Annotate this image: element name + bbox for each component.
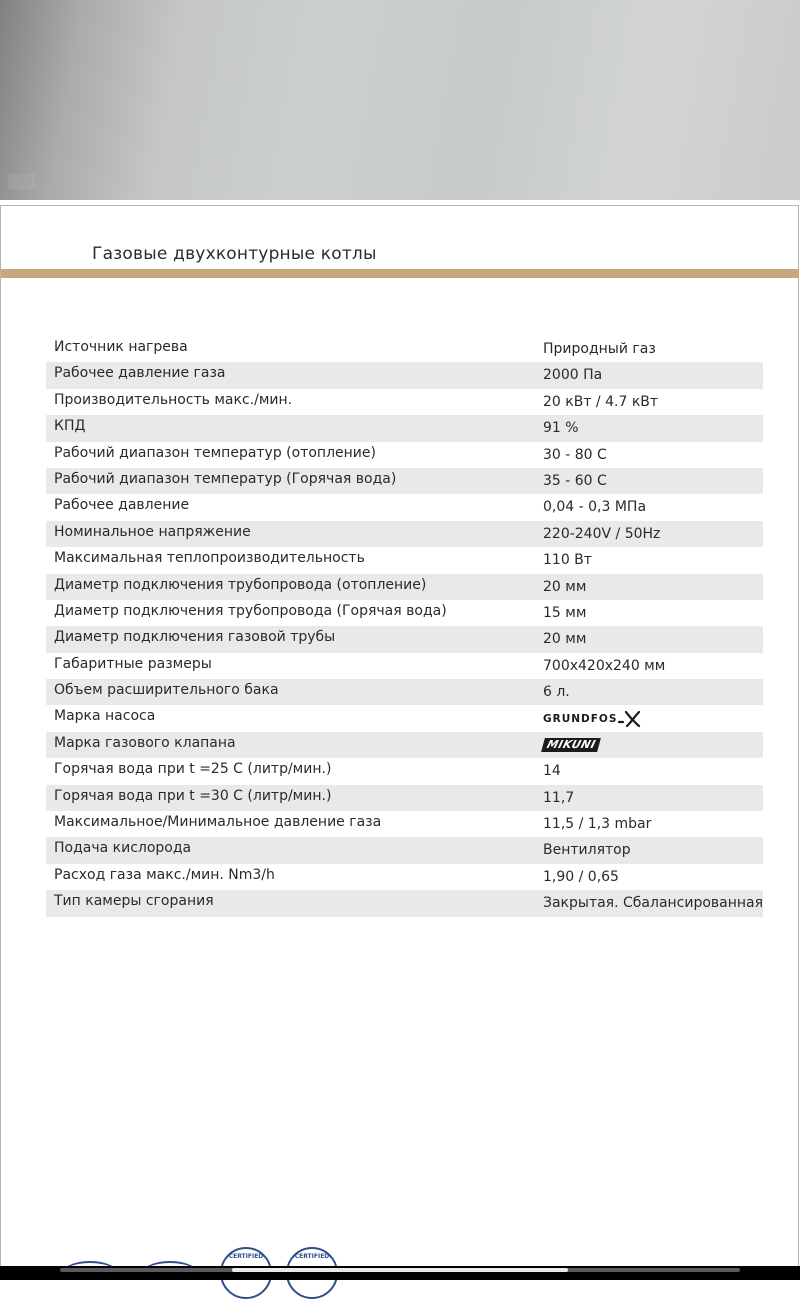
- spec-row: [46, 679, 763, 705]
- spec-label: Рабочий диапазон температур (Горячая вода): [54, 470, 397, 487]
- spec-row: [46, 362, 763, 388]
- spec-label: Подача кислорода: [54, 840, 192, 857]
- spec-label: Рабочее давление: [54, 497, 190, 514]
- spec-label: Источник нагрева: [54, 339, 188, 355]
- grundfos-logo: [543, 710, 645, 728]
- spec-label: Расход газа макс./мин. Nm3/h: [54, 866, 275, 883]
- spec-label: Номинальное напряжение: [54, 523, 251, 540]
- spec-value: 6 л.: [543, 684, 570, 701]
- spec-value: 35 - 60 С: [543, 472, 607, 489]
- spec-label: Марка насоса: [54, 708, 156, 725]
- spec-value: 30 - 80 С: [543, 446, 607, 463]
- spec-label: Рабочее давление газа: [54, 365, 226, 382]
- spec-row: [46, 468, 763, 494]
- spec-value: 110 Вт: [543, 552, 592, 569]
- spec-row: [46, 785, 763, 811]
- accent-rule: [1, 269, 799, 278]
- spec-row: [46, 574, 763, 600]
- spec-row: [46, 442, 763, 468]
- spec-label: Марка газового клапана: [54, 734, 236, 751]
- mikuni-logo-text: MIKUNI: [541, 738, 601, 752]
- spec-value: Природный газ: [543, 341, 656, 357]
- page-title: Газовые двухконтурные котлы: [92, 244, 377, 264]
- spec-row: [46, 415, 763, 441]
- spec-value: 700x420x240 мм: [543, 657, 666, 674]
- spec-value: 0,04 - 0,3 МПа: [543, 499, 647, 516]
- spec-value: Закрытая. Сбалансированная: [543, 895, 764, 912]
- page-number: 105: [8, 174, 35, 189]
- spec-value: 220-240V / 50Hz: [543, 525, 661, 542]
- spec-row: [46, 494, 763, 520]
- certificate-badge-text: CERTIFIED: [294, 1253, 330, 1260]
- spec-value: 14: [543, 763, 561, 780]
- spec-label: Диаметр подключения трубопровода (отопление): [54, 576, 427, 593]
- spec-row: [46, 837, 763, 863]
- spec-row: [46, 389, 763, 415]
- spec-row: [46, 336, 763, 362]
- spec-row: [46, 890, 763, 916]
- spec-row: [46, 758, 763, 784]
- spec-row: [46, 626, 763, 652]
- spec-row: [46, 521, 763, 547]
- spec-value: 91 %: [543, 420, 579, 437]
- spec-label: Диаметр подключения трубопровода (Горячая вода): [54, 602, 447, 619]
- spec-value: 20 кВт / 4.7 кВт: [543, 393, 659, 410]
- spec-value: Вентилятор: [543, 842, 631, 859]
- spec-label: Рабочий диапазон температур (отопление): [54, 444, 376, 461]
- spec-label: Объем расширительного бака: [54, 682, 279, 699]
- spec-row: [46, 600, 763, 626]
- spec-row: [46, 547, 763, 573]
- grundfos-mark-icon: [617, 710, 645, 728]
- spec-label: Тип камеры сгорания: [54, 893, 214, 910]
- spec-value: 11,7: [543, 789, 575, 806]
- spec-row: [46, 705, 763, 731]
- spec-label: Горячая вода при t =25 C (литр/мин.): [54, 761, 332, 778]
- spec-row: [46, 864, 763, 890]
- spec-label: КПД: [54, 418, 86, 435]
- spec-label: Диаметр подключения газовой трубы: [54, 629, 336, 646]
- spec-value: 1,90 / 0,65: [543, 868, 619, 885]
- certificate-badge-text: CERTIFIED: [228, 1253, 264, 1260]
- spec-label: Максимальное/Минимальное давление газа: [54, 814, 382, 831]
- spec-value: 20 мм: [543, 578, 587, 595]
- spec-label: Производительность макс./мин.: [54, 391, 293, 408]
- specs-table: [46, 336, 763, 917]
- spec-value: 15 мм: [543, 604, 587, 621]
- spec-label: Горячая вода при t =30 C (литр/мин.): [54, 787, 332, 804]
- spec-row: [46, 732, 763, 758]
- spec-row: [46, 811, 763, 837]
- home-indicator[interactable]: [232, 1268, 568, 1272]
- spec-value: 11,5 / 1,3 mbar: [543, 816, 652, 833]
- spec-label: Габаритные размеры: [54, 655, 212, 672]
- mikuni-logo: [543, 737, 599, 753]
- grundfos-logo-text: GRUNDFOS: [543, 713, 618, 726]
- spec-row: [46, 653, 763, 679]
- spec-value: 20 мм: [543, 631, 587, 648]
- spec-label: Максимальная теплопроизводительность: [54, 550, 365, 567]
- header-photo: [0, 0, 800, 200]
- spec-value: 2000 Па: [543, 367, 603, 384]
